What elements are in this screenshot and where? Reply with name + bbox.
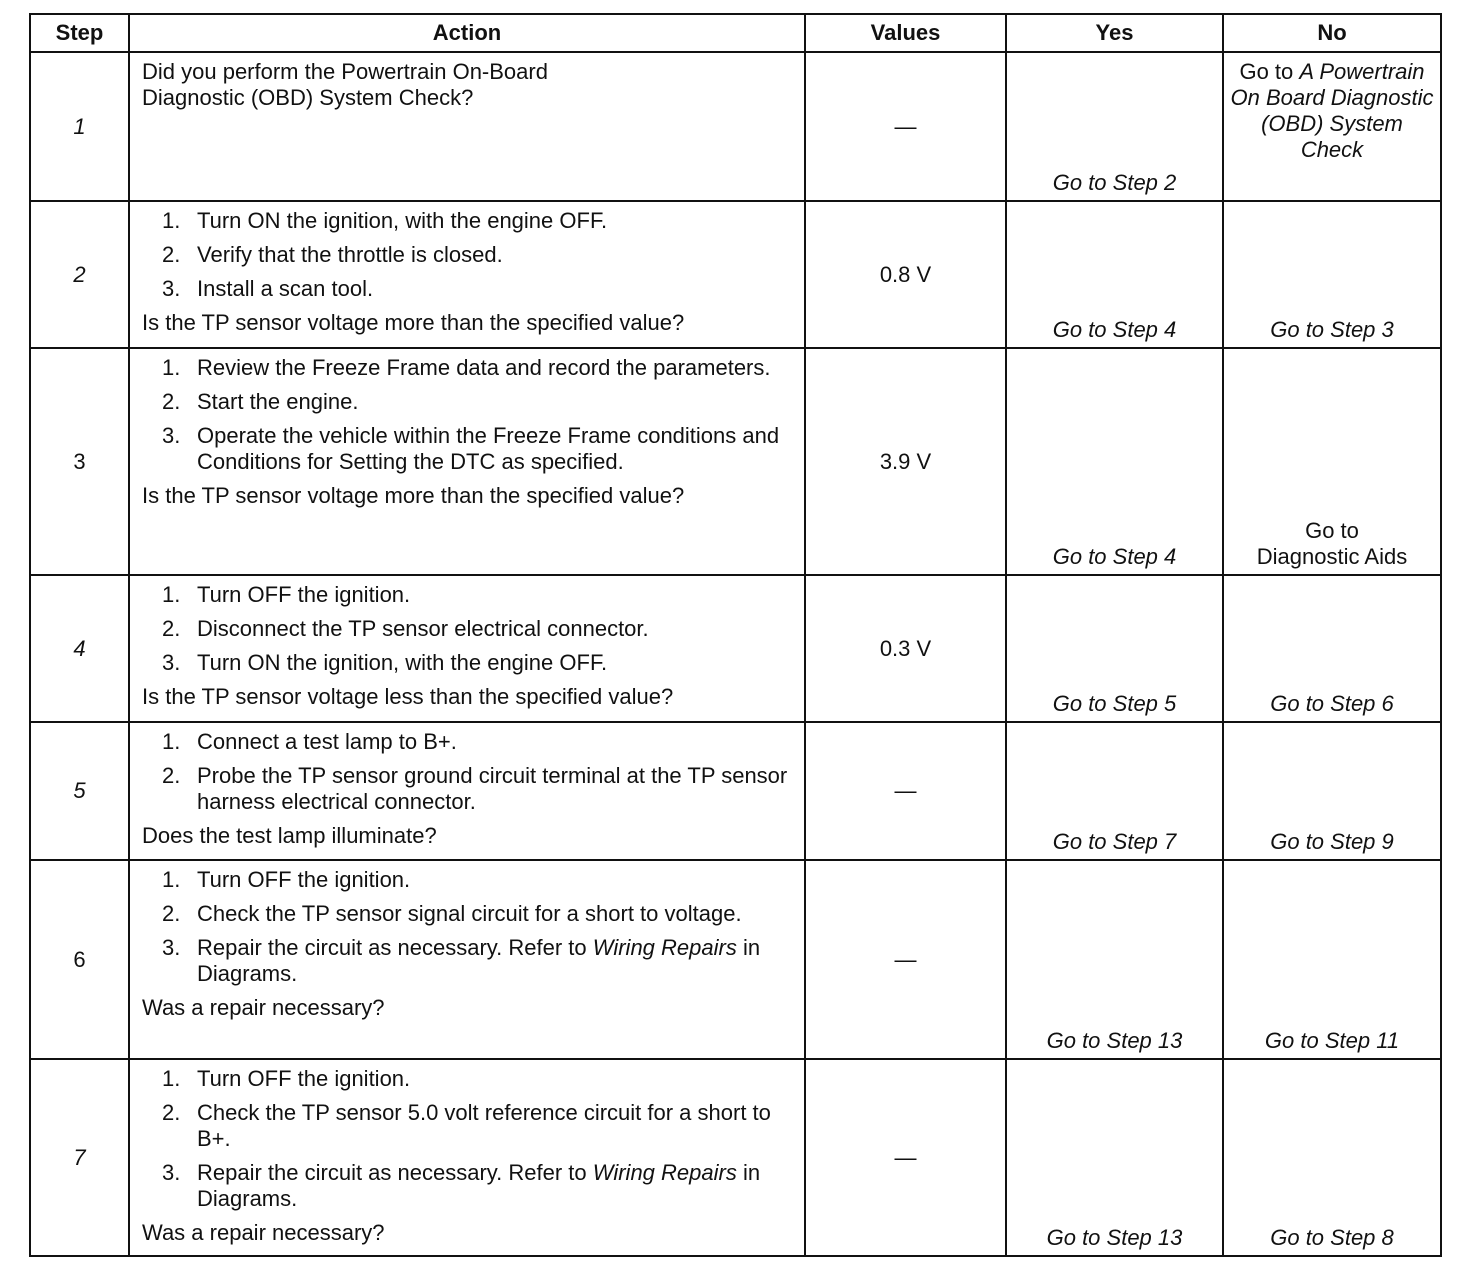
action-steps bbox=[142, 208, 794, 302]
action-question: Was a repair necessary? bbox=[142, 995, 385, 1020]
action-cell bbox=[129, 575, 805, 722]
no-link-prefix: Go to bbox=[1239, 59, 1294, 84]
yes-link[interactable]: Go to Step 13 bbox=[1006, 860, 1223, 1059]
action-steps bbox=[142, 582, 794, 676]
action-question: Was a repair necessary? bbox=[142, 1220, 385, 1245]
step-number: 5 bbox=[30, 722, 129, 860]
action-question: Does the test lamp illuminate? bbox=[142, 823, 437, 848]
no-link[interactable]: Go to Step 8 bbox=[1223, 1059, 1441, 1256]
yes-link[interactable]: Go to Step 4 bbox=[1006, 201, 1223, 348]
action-steps bbox=[142, 867, 794, 987]
list-item: 3. Operate the vehicle within the Freeze Frame conditions and Conditions for Setting the DTC as specified. bbox=[162, 423, 780, 474]
diagnostic-table bbox=[29, 13, 1442, 1257]
list-item: 2. Check the TP sensor signal circuit for a short to voltage. bbox=[162, 901, 742, 926]
value-cell: 3.9 V bbox=[805, 348, 1006, 575]
no-link-prefix: Go to bbox=[1305, 518, 1359, 543]
action-question: Is the TP sensor voltage more than the specified value? bbox=[142, 483, 685, 508]
action-question: Did you perform the Powertrain On-Board Diagnostic (OBD) System Check? bbox=[142, 59, 548, 110]
no-link[interactable]: Go to Step 11 bbox=[1223, 860, 1441, 1059]
list-item: 3. Install a scan tool. bbox=[162, 276, 374, 301]
table-row bbox=[30, 52, 1441, 201]
yes-link[interactable]: Go to Step 4 bbox=[1006, 348, 1223, 575]
yes-link[interactable]: Go to Step 7 bbox=[1006, 722, 1223, 860]
action-steps bbox=[142, 355, 794, 475]
list-item: 1. Turn ON the ignition, with the engine OFF. bbox=[162, 208, 608, 233]
header-row bbox=[30, 14, 1441, 52]
list-item: 3. Repair the circuit as necessary. Refer to Wiring Repairs in Diagrams. bbox=[162, 1160, 761, 1211]
no-link[interactable]: Go to Step 9 bbox=[1223, 722, 1441, 860]
list-item: 1. Turn OFF the ignition. bbox=[162, 582, 411, 607]
action-cell bbox=[129, 201, 805, 348]
step-number: 2 bbox=[30, 201, 129, 348]
value-cell: 0.8 V bbox=[805, 201, 1006, 348]
action-question: Is the TP sensor voltage less than the specified value? bbox=[142, 684, 674, 709]
header-action: Action bbox=[129, 14, 805, 52]
value-cell: 0.3 V bbox=[805, 575, 1006, 722]
action-cell bbox=[129, 348, 805, 575]
action-steps bbox=[142, 729, 794, 815]
list-item: 1. Turn OFF the ignition. bbox=[162, 1066, 411, 1091]
yes-link[interactable]: Go to Step 2 bbox=[1006, 52, 1223, 201]
table-row bbox=[30, 201, 1441, 348]
table-row bbox=[30, 575, 1441, 722]
wiring-repairs-ref[interactable]: Wiring Repairs bbox=[592, 1160, 737, 1185]
step-number: 4 bbox=[30, 575, 129, 722]
list-item: 2. Start the engine. bbox=[162, 389, 359, 414]
step-number: 6 bbox=[30, 860, 129, 1059]
table-row bbox=[30, 1059, 1441, 1256]
header-yes: Yes bbox=[1006, 14, 1223, 52]
header-values: Values bbox=[805, 14, 1006, 52]
list-item: 1. Review the Freeze Frame data and record the parameters. bbox=[162, 355, 771, 380]
value-cell: — bbox=[805, 1059, 1006, 1256]
value-cell: — bbox=[805, 52, 1006, 201]
step-number: 7 bbox=[30, 1059, 129, 1256]
list-item: 1. Connect a test lamp to B+. bbox=[162, 729, 457, 754]
no-link-target: A Powertrain On Board Diagnostic (OBD) System Check bbox=[1230, 59, 1434, 162]
no-link[interactable] bbox=[1223, 348, 1441, 575]
no-link[interactable] bbox=[1223, 52, 1441, 201]
list-item: 2. Verify that the throttle is closed. bbox=[162, 242, 503, 267]
step-number: 3 bbox=[30, 348, 129, 575]
action-cell bbox=[129, 860, 805, 1059]
no-link[interactable]: Go to Step 6 bbox=[1223, 575, 1441, 722]
no-link-target: Diagnostic Aids bbox=[1256, 544, 1408, 569]
yes-link[interactable]: Go to Step 5 bbox=[1006, 575, 1223, 722]
header-step: Step bbox=[30, 14, 129, 52]
action-steps bbox=[142, 1066, 794, 1212]
header-no: No bbox=[1223, 14, 1441, 52]
no-link[interactable]: Go to Step 3 bbox=[1223, 201, 1441, 348]
table-row bbox=[30, 348, 1441, 575]
table-row bbox=[30, 722, 1441, 860]
list-item: 2. Disconnect the TP sensor electrical connector. bbox=[162, 616, 649, 641]
action-cell bbox=[129, 52, 805, 201]
list-item: 3. Turn ON the ignition, with the engine OFF. bbox=[162, 650, 608, 675]
step-number: 1 bbox=[30, 52, 129, 201]
list-item: 2. Check the TP sensor 5.0 volt reference circuit for a short to B+. bbox=[162, 1100, 771, 1151]
action-cell bbox=[129, 722, 805, 860]
action-question: Is the TP sensor voltage more than the specified value? bbox=[142, 310, 685, 335]
value-cell: — bbox=[805, 860, 1006, 1059]
list-item: 1. Turn OFF the ignition. bbox=[162, 867, 411, 892]
list-item: 3. Repair the circuit as necessary. Refer to Wiring Repairs in Diagrams. bbox=[162, 935, 761, 986]
yes-link[interactable]: Go to Step 13 bbox=[1006, 1059, 1223, 1256]
list-item: 2. Probe the TP sensor ground circuit terminal at the TP sensor harness electrical connector. bbox=[162, 763, 788, 814]
wiring-repairs-ref[interactable]: Wiring Repairs bbox=[592, 935, 737, 960]
value-cell: — bbox=[805, 722, 1006, 860]
table-row bbox=[30, 860, 1441, 1059]
action-cell bbox=[129, 1059, 805, 1256]
